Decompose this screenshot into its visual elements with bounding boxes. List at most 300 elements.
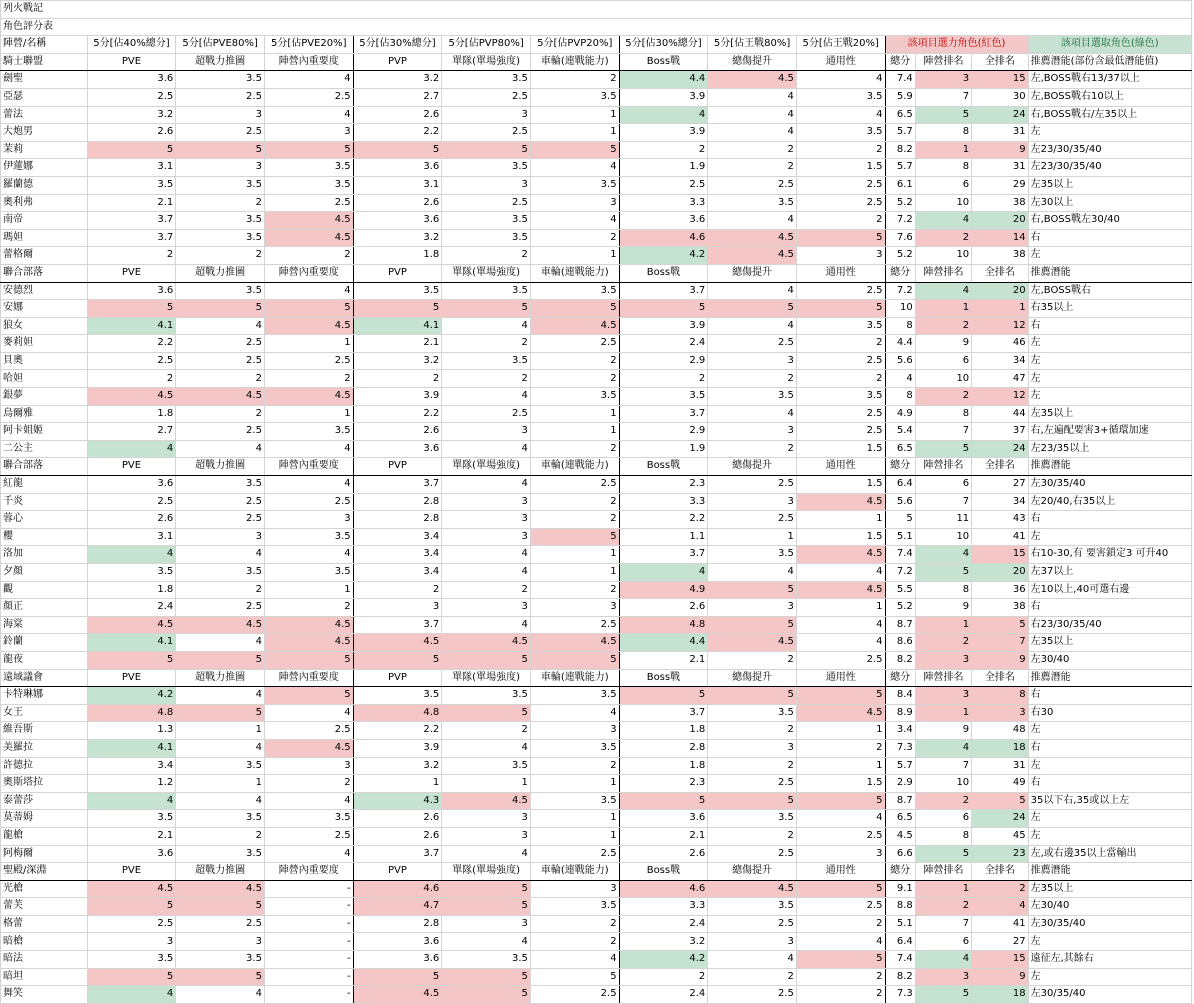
score-cell[interactable]: 4.5 [708,229,797,247]
score-cell[interactable]: 3.4 [885,722,915,740]
score-cell[interactable]: 1 [796,722,885,740]
score-cell[interactable]: 3 [915,71,971,89]
score-cell[interactable]: 1 [915,141,971,159]
score-cell[interactable]: 3 [176,159,265,177]
score-cell[interactable]: 2 [915,634,971,652]
score-cell[interactable]: 4 [264,476,353,494]
score-cell[interactable]: 4 [442,616,531,634]
score-cell[interactable]: 8 [885,317,915,335]
score-cell[interactable]: 3.6 [353,212,442,230]
score-cell[interactable]: 2.5 [708,335,797,353]
score-cell[interactable]: 4.2 [619,247,708,265]
score-cell[interactable]: 20 [972,282,1028,300]
recommended-potential[interactable]: 右,BOSS戰左30/40 [1028,212,1191,230]
recommended-potential[interactable]: 左 [1028,335,1191,353]
score-cell[interactable]: 3.5 [176,176,265,194]
score-cell[interactable]: 5 [264,651,353,669]
score-cell[interactable]: 5 [442,880,531,898]
score-cell[interactable]: 3 [796,247,885,265]
score-cell[interactable]: 4.3 [353,792,442,810]
score-cell[interactable]: 4 [442,388,531,406]
score-cell[interactable]: 5 [796,880,885,898]
score-cell[interactable]: 4 [176,687,265,705]
recommended-potential[interactable]: 左 [1028,933,1191,951]
recommended-potential[interactable]: 左30/35/40 [1028,915,1191,933]
column-header[interactable]: 通用性 [796,53,885,71]
recommended-potential[interactable]: 右 [1028,687,1191,705]
score-cell[interactable]: 2 [530,440,619,458]
score-cell[interactable]: 4.1 [87,317,176,335]
score-cell[interactable]: 2.6 [353,194,442,212]
recommended-potential[interactable]: 右 [1028,739,1191,757]
score-cell[interactable]: 1 [264,335,353,353]
column-header[interactable]: 陣營內重要度 [264,863,353,881]
score-cell[interactable]: 2 [708,722,797,740]
top-header-pvp-chain-weight[interactable]: 5分[佔PVP20%] [530,36,619,54]
score-cell[interactable]: 6.6 [885,845,915,863]
faction-name[interactable]: 聯合部落 [1,264,88,282]
score-cell[interactable]: 3.5 [708,194,797,212]
score-cell[interactable]: 2.5 [530,335,619,353]
score-cell[interactable]: 5 [176,704,265,722]
character-name[interactable]: 鈴蘭 [1,634,88,652]
score-cell[interactable]: 3.5 [176,476,265,494]
score-cell[interactable]: 6 [915,933,971,951]
score-cell[interactable]: 5 [87,898,176,916]
column-header[interactable]: 單隊(單場強度) [442,669,531,687]
score-cell[interactable]: 1.5 [796,775,885,793]
score-cell[interactable]: 5 [972,616,1028,634]
score-cell[interactable]: 5 [264,141,353,159]
score-cell[interactable]: 2.5 [442,124,531,142]
score-cell[interactable]: 7 [915,493,971,511]
score-cell[interactable]: 6 [915,810,971,828]
score-cell[interactable]: 8.7 [885,792,915,810]
score-cell[interactable]: 2 [530,370,619,388]
score-cell[interactable]: 3.5 [796,317,885,335]
score-cell[interactable]: 7.4 [885,71,915,89]
score-cell[interactable]: 2 [619,370,708,388]
score-cell[interactable]: 8 [915,581,971,599]
score-cell[interactable]: 5 [915,106,971,124]
score-cell[interactable]: 7.2 [885,564,915,582]
score-cell[interactable]: 2.5 [530,845,619,863]
score-cell[interactable]: 2.4 [619,986,708,1004]
score-cell[interactable]: 3.6 [353,951,442,969]
score-cell[interactable]: 2.5 [796,176,885,194]
score-cell[interactable]: 7.2 [885,212,915,230]
character-name[interactable]: 夕顏 [1,564,88,582]
recommended-potential[interactable]: 左,BOSS戰右13/37以上 [1028,71,1191,89]
score-cell[interactable]: 2.5 [796,827,885,845]
score-cell[interactable]: 3.9 [619,88,708,106]
score-cell[interactable]: 1.9 [619,159,708,177]
score-cell[interactable]: 3 [176,933,265,951]
score-cell[interactable]: 10 [915,247,971,265]
score-cell[interactable]: 2.5 [264,88,353,106]
score-cell[interactable]: 2.2 [353,722,442,740]
score-cell[interactable]: 2 [442,335,531,353]
score-cell[interactable]: 5 [264,687,353,705]
score-cell[interactable]: 3 [176,106,265,124]
score-cell[interactable]: 3 [708,423,797,441]
score-cell[interactable]: 2.5 [619,176,708,194]
score-cell[interactable]: 1 [264,581,353,599]
recommended-potential[interactable]: 左23/30/35/40 [1028,141,1191,159]
recommended-potential[interactable]: 遠征左,其餘右 [1028,951,1191,969]
score-cell[interactable]: 3.5 [264,159,353,177]
character-name[interactable]: 茉莉 [1,141,88,159]
score-cell[interactable]: 3.6 [87,71,176,89]
score-cell[interactable]: 7 [915,88,971,106]
score-cell[interactable]: 4.5 [530,634,619,652]
score-cell[interactable]: 2 [708,827,797,845]
score-cell[interactable]: 7 [915,423,971,441]
score-cell[interactable]: 3.4 [353,546,442,564]
score-cell[interactable]: 46 [972,335,1028,353]
score-cell[interactable]: 3 [915,687,971,705]
score-cell[interactable]: 1 [442,775,531,793]
score-cell[interactable]: 2.5 [708,915,797,933]
score-cell[interactable]: 3 [708,933,797,951]
column-header[interactable]: PVE [87,669,176,687]
score-cell[interactable]: 1 [353,775,442,793]
score-cell[interactable]: 30 [972,88,1028,106]
score-cell[interactable]: 3.7 [87,212,176,230]
score-cell[interactable]: 5 [442,651,531,669]
recommended-potential[interactable]: 右 [1028,317,1191,335]
score-cell[interactable]: 4.5 [708,634,797,652]
score-cell[interactable]: 3.5 [176,564,265,582]
score-cell[interactable]: 9 [972,968,1028,986]
score-cell[interactable]: 3 [530,194,619,212]
column-header[interactable]: 陣營排名 [915,264,971,282]
score-cell[interactable]: 3.3 [619,493,708,511]
score-cell[interactable]: 3.2 [353,352,442,370]
score-cell[interactable]: 4 [915,212,971,230]
score-cell[interactable]: 1 [915,300,971,318]
score-cell[interactable]: 4 [264,792,353,810]
score-cell[interactable]: 8 [915,124,971,142]
score-cell[interactable]: 1 [530,546,619,564]
score-cell[interactable]: 4 [915,951,971,969]
score-cell[interactable]: 7.2 [885,282,915,300]
score-cell[interactable]: 2.6 [353,423,442,441]
score-cell[interactable]: 3.5 [530,898,619,916]
column-header[interactable]: Boss戰 [619,458,708,476]
score-cell[interactable]: 2 [530,229,619,247]
score-cell[interactable]: 4 [796,106,885,124]
score-cell[interactable]: 3.3 [619,194,708,212]
score-cell[interactable]: 2 [708,141,797,159]
score-cell[interactable]: 2.9 [619,423,708,441]
recommended-potential[interactable]: 左,BOSS戰右 [1028,282,1191,300]
score-cell[interactable]: 4 [796,616,885,634]
score-cell[interactable]: 3.4 [353,564,442,582]
column-header[interactable]: PVP [353,669,442,687]
score-cell[interactable]: 4 [176,634,265,652]
score-cell[interactable]: 6.5 [885,106,915,124]
score-cell[interactable]: 5 [442,986,531,1004]
column-header[interactable]: 單隊(單場強度) [442,53,531,71]
score-cell[interactable]: 2.5 [87,88,176,106]
character-name[interactable]: 維吾斯 [1,722,88,740]
column-header[interactable]: PVE [87,458,176,476]
score-cell[interactable]: 5 [796,300,885,318]
column-header[interactable]: 通用性 [796,863,885,881]
column-header[interactable]: 總傷提升 [708,458,797,476]
score-cell[interactable]: 4 [176,317,265,335]
score-cell[interactable]: 1 [530,423,619,441]
score-cell[interactable]: 6.4 [885,933,915,951]
score-cell[interactable]: 2.5 [796,405,885,423]
score-cell[interactable]: 5 [264,300,353,318]
score-cell[interactable]: 1 [796,511,885,529]
recommended-potential[interactable]: 左35以上 [1028,405,1191,423]
score-cell[interactable]: 2.6 [619,599,708,617]
score-cell[interactable]: 38 [972,599,1028,617]
score-cell[interactable]: 4 [264,704,353,722]
score-cell[interactable]: 23 [972,845,1028,863]
score-cell[interactable]: 3 [708,493,797,511]
column-header[interactable]: 通用性 [796,669,885,687]
recommended-potential[interactable]: 左30/40 [1028,898,1191,916]
recommended-potential[interactable]: 右 [1028,599,1191,617]
score-cell[interactable]: 44 [972,405,1028,423]
score-cell[interactable]: 1 [530,810,619,828]
column-header[interactable]: 推薦潛能 [1028,669,1191,687]
score-cell[interactable]: 1 [796,599,885,617]
score-cell[interactable]: 1 [176,775,265,793]
score-cell[interactable]: 5 [915,845,971,863]
column-header[interactable]: 全排名 [972,53,1028,71]
character-name[interactable]: 羅蘭德 [1,176,88,194]
score-cell[interactable]: 4.2 [619,951,708,969]
score-cell[interactable]: 2 [264,599,353,617]
score-cell[interactable]: 2 [176,194,265,212]
score-cell[interactable]: 38 [972,194,1028,212]
recommended-potential[interactable]: 右30 [1028,704,1191,722]
score-cell[interactable]: 1.8 [87,581,176,599]
recommended-potential[interactable]: 左10以上,40可選右邊 [1028,581,1191,599]
column-header[interactable]: 陣營內重要度 [264,669,353,687]
score-cell[interactable]: 2 [530,933,619,951]
character-name[interactable]: 龍槍 [1,827,88,845]
score-cell[interactable]: 6.5 [885,440,915,458]
character-name[interactable]: 奧斯塔拉 [1,775,88,793]
score-cell[interactable]: 45 [972,827,1028,845]
score-cell[interactable]: 3.7 [619,546,708,564]
score-cell[interactable]: 1.2 [87,775,176,793]
character-name[interactable]: 哈妲 [1,370,88,388]
column-header[interactable]: 全排名 [972,669,1028,687]
score-cell[interactable]: 5 [915,440,971,458]
score-cell[interactable]: 31 [972,124,1028,142]
score-cell[interactable]: 2 [264,370,353,388]
score-cell[interactable]: 4 [915,546,971,564]
score-cell[interactable]: 5.2 [885,194,915,212]
column-header[interactable]: 單隊(單場強度) [442,458,531,476]
score-cell[interactable]: 2 [796,915,885,933]
character-name[interactable]: 顏正 [1,599,88,617]
score-cell[interactable]: 34 [972,352,1028,370]
character-name[interactable]: 狼女 [1,317,88,335]
column-header[interactable]: PVE [87,53,176,71]
score-cell[interactable]: 4.4 [619,634,708,652]
score-cell[interactable]: 18 [972,986,1028,1004]
sheet-subtitle-cell[interactable] [1,18,1192,36]
score-cell[interactable]: 3.5 [87,951,176,969]
character-name[interactable]: 大炮男 [1,124,88,142]
score-cell[interactable]: 9 [915,335,971,353]
score-cell[interactable]: 15 [972,71,1028,89]
score-cell[interactable]: 2.5 [796,651,885,669]
score-cell[interactable]: 2 [796,739,885,757]
score-cell[interactable]: 3.5 [442,229,531,247]
score-cell[interactable]: 3 [442,106,531,124]
score-cell[interactable]: 2.5 [442,405,531,423]
column-header[interactable]: 推薦潛能(部份含最低潛能值) [1028,53,1191,71]
score-cell[interactable]: 3.5 [796,388,885,406]
score-cell[interactable]: 2.5 [708,176,797,194]
score-cell[interactable]: - [264,880,353,898]
column-header[interactable]: 陣營內重要度 [264,458,353,476]
score-cell[interactable]: 3.2 [619,933,708,951]
score-cell[interactable]: 4 [708,124,797,142]
recommended-potential[interactable]: 左 [1028,757,1191,775]
score-cell[interactable]: 4 [972,898,1028,916]
score-cell[interactable]: 5 [885,511,915,529]
score-cell[interactable]: 3.5 [530,176,619,194]
score-cell[interactable]: 4.6 [353,880,442,898]
score-cell[interactable]: 3 [530,599,619,617]
column-header[interactable]: Boss戰 [619,669,708,687]
score-cell[interactable]: 5 [796,229,885,247]
score-cell[interactable]: 4 [442,546,531,564]
score-cell[interactable]: 3.7 [353,616,442,634]
score-cell[interactable]: 2 [530,352,619,370]
score-cell[interactable]: 3 [87,933,176,951]
score-cell[interactable]: - [264,933,353,951]
character-name[interactable]: 烏爾雅 [1,405,88,423]
score-cell[interactable]: 24 [972,810,1028,828]
score-cell[interactable]: 9.1 [885,880,915,898]
score-cell[interactable]: 4.9 [619,581,708,599]
score-cell[interactable]: 5 [353,300,442,318]
score-cell[interactable]: 4.2 [87,687,176,705]
column-header[interactable]: 總傷提升 [708,264,797,282]
score-cell[interactable]: 2 [796,141,885,159]
score-cell[interactable]: 4 [442,317,531,335]
score-cell[interactable]: 2.2 [353,124,442,142]
top-header-pve-weight[interactable]: 5分[佔40%總分] [87,36,176,54]
recommended-potential[interactable]: 左 [1028,388,1191,406]
score-cell[interactable]: 3.5 [708,810,797,828]
character-name[interactable]: 蕾芙 [1,898,88,916]
column-header[interactable]: 全排名 [972,863,1028,881]
score-cell[interactable]: 34 [972,493,1028,511]
score-cell[interactable]: 4 [264,71,353,89]
score-cell[interactable]: 2.2 [619,511,708,529]
score-cell[interactable]: 4 [264,546,353,564]
score-cell[interactable]: 4 [264,845,353,863]
score-cell[interactable]: 2.8 [353,493,442,511]
score-cell[interactable]: 20 [972,212,1028,230]
recommended-potential[interactable]: 左30/35/40 [1028,986,1191,1004]
score-cell[interactable]: 29 [972,176,1028,194]
column-header[interactable]: 總分 [885,458,915,476]
column-header[interactable]: 車輪(連戰能力) [530,669,619,687]
score-cell[interactable]: 8.9 [885,704,915,722]
score-cell[interactable]: 3.5 [708,704,797,722]
score-cell[interactable]: 3.7 [619,704,708,722]
score-cell[interactable]: 8.4 [885,687,915,705]
score-cell[interactable]: 1 [796,757,885,775]
score-cell[interactable]: 5 [442,300,531,318]
score-cell[interactable]: 5 [176,651,265,669]
score-cell[interactable]: 1 [915,704,971,722]
character-name[interactable]: 千炎 [1,493,88,511]
score-cell[interactable]: 3.5 [442,352,531,370]
score-cell[interactable]: 2 [796,986,885,1004]
score-cell[interactable]: 4.1 [353,317,442,335]
score-cell[interactable]: 4.5 [264,634,353,652]
recommended-potential[interactable]: 左 [1028,370,1191,388]
score-cell[interactable]: 3.6 [87,845,176,863]
recommended-potential[interactable]: 左35以上 [1028,176,1191,194]
score-cell[interactable]: 5 [708,581,797,599]
column-header[interactable]: 陣營排名 [915,669,971,687]
recommended-potential[interactable]: 左23/35以上 [1028,440,1191,458]
score-cell[interactable]: 2 [915,388,971,406]
score-cell[interactable]: 9 [915,599,971,617]
score-cell[interactable]: 4.1 [87,634,176,652]
score-cell[interactable]: 36 [972,581,1028,599]
score-cell[interactable]: 4.5 [442,634,531,652]
recommended-potential[interactable]: 左 [1028,810,1191,828]
score-cell[interactable]: 1 [264,405,353,423]
recommended-potential[interactable]: 左30以上 [1028,194,1191,212]
column-header[interactable]: PVP [353,264,442,282]
score-cell[interactable]: 3.9 [619,317,708,335]
score-cell[interactable]: 47 [972,370,1028,388]
score-cell[interactable]: 1 [915,616,971,634]
score-cell[interactable]: 3 [796,845,885,863]
score-cell[interactable]: 1.5 [796,440,885,458]
score-cell[interactable]: 2.5 [708,845,797,863]
score-cell[interactable]: 4 [442,564,531,582]
score-cell[interactable]: 37 [972,423,1028,441]
score-cell[interactable]: 49 [972,775,1028,793]
recommended-potential[interactable]: 右35以上 [1028,300,1191,318]
score-cell[interactable]: 3.5 [176,71,265,89]
recommended-potential[interactable]: 左 [1028,124,1191,142]
column-header[interactable]: 陣營內重要度 [264,264,353,282]
score-cell[interactable]: 3 [530,722,619,740]
score-cell[interactable]: 9 [915,722,971,740]
score-cell[interactable]: 4 [530,951,619,969]
score-cell[interactable]: 2 [442,370,531,388]
score-cell[interactable]: 5 [619,792,708,810]
score-cell[interactable]: 1 [972,300,1028,318]
score-cell[interactable]: 5 [442,704,531,722]
score-cell[interactable]: 2 [708,757,797,775]
score-cell[interactable]: 6 [915,176,971,194]
column-header[interactable]: 車輪(連戰能力) [530,458,619,476]
top-header-pve-push-weight[interactable]: 5分[佔PVE80%] [176,36,265,54]
score-cell[interactable]: 12 [972,388,1028,406]
column-header[interactable]: 總傷提升 [708,669,797,687]
